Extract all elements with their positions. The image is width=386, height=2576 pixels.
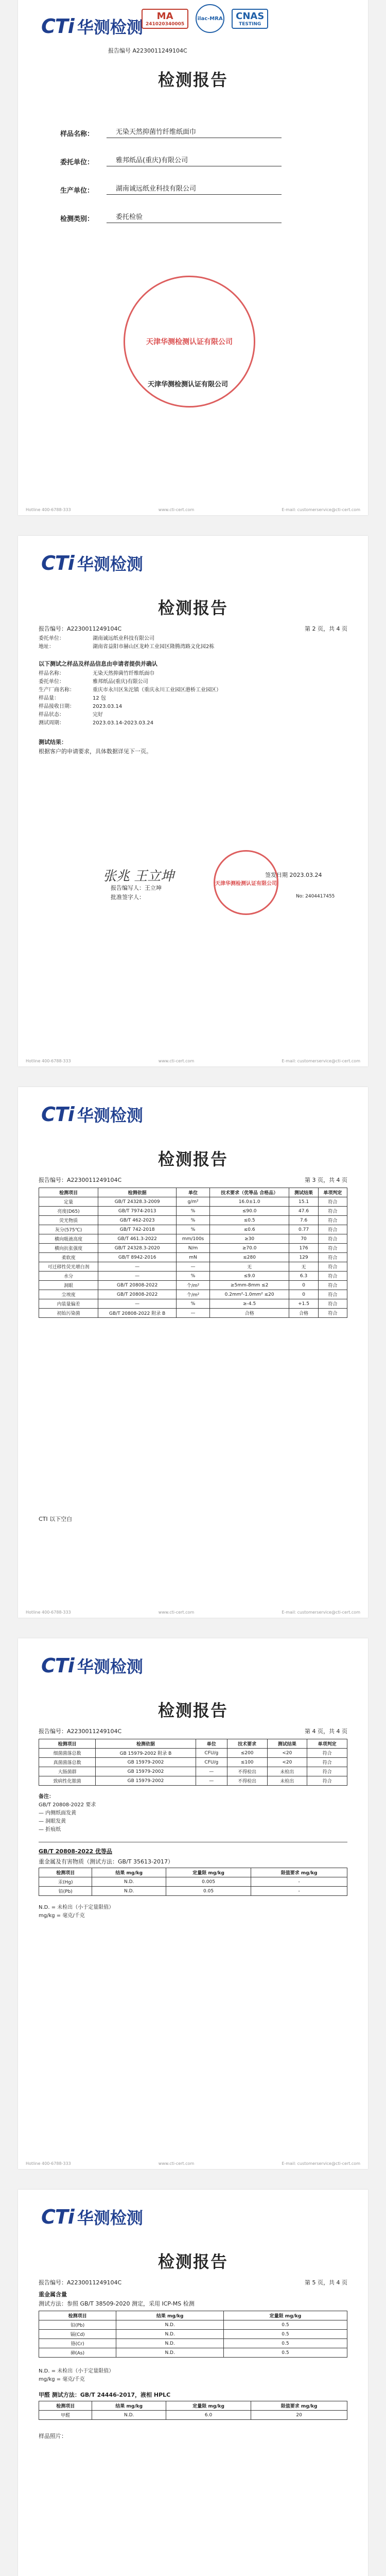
section-heading: 重金属含量 xyxy=(39,2291,67,2298)
table-cell: 符合 xyxy=(318,1244,347,1253)
table-cell: 致病性化脓菌 xyxy=(39,1776,96,1786)
table-cell: 不得检出 xyxy=(227,1767,267,1776)
table-cell: 0.5 xyxy=(223,2339,347,2348)
table-cell: 铅(Pb) xyxy=(39,1887,92,1896)
table-cell: CFU/g xyxy=(196,1749,227,1758)
photo-label: 样品照片： xyxy=(39,2433,67,2439)
table-cell: — xyxy=(177,1262,210,1272)
page-number: 第 5 页，共 4 页 xyxy=(305,2279,347,2286)
table-cell: GB/T 8942-2016 xyxy=(98,1253,177,1262)
section-heading: 以下测试之样品及样品信息由申请者提供并确认 xyxy=(39,660,157,667)
table-cell: 无 xyxy=(289,1262,318,1272)
signature: 张兆 王立坤 xyxy=(103,869,174,884)
table-cell: 70 xyxy=(289,1234,318,1244)
table-row xyxy=(39,1272,347,1281)
table-cell: ≤9.0 xyxy=(209,1272,289,1281)
table-cell: GB/T 461.3-2022 xyxy=(98,1234,177,1244)
report-title: 检测报告 xyxy=(157,1701,228,1720)
heavy-metals-table: 检测项目 结果 mg/kg 定量限 mg/kg 限值要求 mg/kg 汞(Hg) N.D. 0.005 - 铅(Pb) N.D. 0.05 - xyxy=(39,1868,347,1896)
table-cell: 符合 xyxy=(318,1207,347,1216)
table-cell: N.D. xyxy=(116,2330,224,2339)
page-number: 第 4 页，共 4 页 xyxy=(305,1728,347,1735)
table-row xyxy=(39,2411,347,2420)
table-cell: ≥30 xyxy=(209,1234,289,1244)
table-cell: 大肠菌群 xyxy=(39,1767,96,1776)
table-cell: GB/T 742-2018 xyxy=(98,1225,177,1234)
report-page-4 xyxy=(18,1638,368,2169)
table-cell: 符合 xyxy=(307,1776,347,1786)
table-cell: 定量 xyxy=(39,1197,98,1207)
table-cell: 符合 xyxy=(318,1299,347,1309)
table-cell: 合格 xyxy=(209,1309,289,1318)
table-cell: ≥5mm-8mm ≤2 xyxy=(209,1281,289,1290)
page-number: 第 2 页，共 4 页 xyxy=(305,625,347,632)
table-cell: ≤0.6 xyxy=(209,1225,289,1234)
table-cell: 水分 xyxy=(39,1272,98,1281)
table-cell: 初始污染菌 xyxy=(39,1309,98,1318)
table-cell: 砷(As) xyxy=(39,2348,116,2358)
table-cell: GB/T 20808-2022 附录 B xyxy=(98,1309,177,1318)
table-row xyxy=(39,1749,347,1758)
metal-notes: N.D. = 未检出（小于定量限值） mg/kg = 毫克/千克 xyxy=(39,2368,114,2382)
table-cell: 可迁移性荧光增白剂 xyxy=(39,1262,98,1272)
results-table: 检测项目 检测依据 单位 技术要求（优等品 合格品） 测试结果 单项判定 定量 GB/T 24328.3-2009 g/m² 16.0±1.0 15.1 符合 亮度(D65) GB/T 7974-2013 % ≤90.0 47.6 符合 荧光物质 GB/T 462-2023 % ≤0.5 7.6 符合 灰分(575℃) GB/T 742-2018 % ≤0.6 0.77 符合 横向吸液高度 GB/T 461.3-2022 mm/100s ≥30 70 符合 横向抗张强度 GB/T 24328.3-2020 N/m ≥70.0 176 符合 柔软度 GB/T 8942-2016 mN ≤280 129 符合 可迁移性荧光增白剂 — — 无 无 符合 水分 — % ≤9.0 6.3 符合 洞眼 GB/T 20808-2022 个/m² ≥5mm-8mm ≤2 0 符合 尘埃度 GB/T 20808-2022 个/m² 0.2mm²-1.0mm² ≤20 0 符合 内装量偏差 — % ≥-4.5 +1.5 符合 初始污染菌 GB/T 20808-2022 附录 B — 合格 合格 符合 xyxy=(39,1188,347,1318)
table-cell: 汞(Hg) xyxy=(39,1877,92,1887)
page-footer: Hotline 400-6788-333 www.cti-cert.com E-mail: customerservice@cti-cert.com xyxy=(26,507,360,512)
sample-name-field: 样品名称： 无染天然抑菌竹纤维纸面巾 xyxy=(60,126,282,138)
method-text: 测试方法：参照 GB/T 38509-2020 测定，采用 ICP-MS 检测 xyxy=(39,2300,195,2307)
table-cell: <20 xyxy=(267,1758,307,1767)
table-cell: 符合 xyxy=(307,1749,347,1758)
table-cell: 15.1 xyxy=(289,1197,318,1207)
table-row xyxy=(39,1290,347,1299)
cti-logo: CTi 华测检测 xyxy=(41,2206,143,2228)
table-cell: 129 xyxy=(289,1253,318,1262)
table-cell: 0.77 xyxy=(289,1225,318,1234)
table-cell: — xyxy=(196,1776,227,1786)
registration-number: No: 2404417455 xyxy=(296,894,335,899)
table-cell: % xyxy=(177,1272,210,1281)
table-cell: N.D. xyxy=(116,2320,224,2330)
table-cell: 洞眼 xyxy=(39,1281,98,1290)
table-row xyxy=(39,2339,347,2348)
table-cell: 镉(Cd) xyxy=(39,2330,116,2339)
table-cell: N.D. xyxy=(116,2339,224,2348)
table-cell: 灰分(575℃) xyxy=(39,1225,98,1234)
table-cell: 0.2mm²-1.0mm² ≤20 xyxy=(209,1290,289,1299)
table-cell: 横向吸液高度 xyxy=(39,1234,98,1244)
company-seal: 天津华测检测认证有限公司 xyxy=(124,276,255,408)
report-title: 检测报告 xyxy=(157,1149,228,1169)
cma-mark: MA 241020340005 xyxy=(142,9,188,29)
report-number: 报告编号：A2230011249104C xyxy=(39,625,122,632)
table-cell: 47.6 xyxy=(289,1207,318,1216)
table-row xyxy=(39,1309,347,1318)
table-row xyxy=(39,1758,347,1767)
sub-notes: N.D. = 未检出（小于定量限值） mg/kg = 毫克/千克 xyxy=(39,1905,114,1919)
table-row xyxy=(39,1262,347,1272)
table-row xyxy=(39,1244,347,1253)
table-cell: N.D. xyxy=(92,1887,166,1896)
table-cell: — xyxy=(98,1299,177,1309)
table-cell: 个/m² xyxy=(177,1281,210,1290)
remarks: 备注： GB/T 20808-2022 要求 — 内侧纸面发黄 — 洞眼发黄 — 折痕纸 xyxy=(39,1794,96,1833)
checker-label: 批准签字人： xyxy=(111,894,145,901)
table-cell: 横向抗张强度 xyxy=(39,1244,98,1253)
table-row xyxy=(39,1281,347,1290)
table-cell: 0.05 xyxy=(166,1887,251,1896)
table-cell: GB/T 24328.3-2009 xyxy=(98,1197,177,1207)
table-cell: 细菌菌落总数 xyxy=(39,1749,96,1758)
table-cell: 符合 xyxy=(307,1767,347,1776)
table-cell: 亮度(D65) xyxy=(39,1207,98,1216)
table-cell: +1.5 xyxy=(289,1299,318,1309)
table-row xyxy=(39,2320,347,2330)
report-number: 报告编号：A2230011249104C xyxy=(39,2279,122,2286)
table-cell: GB/T 24328.3-2020 xyxy=(98,1244,177,1253)
table-cell: GB/T 7974-2013 xyxy=(98,1207,177,1216)
table-row xyxy=(39,1207,347,1216)
table-cell: 符合 xyxy=(318,1309,347,1318)
table-cell: 个/m² xyxy=(177,1290,210,1299)
table-cell: — xyxy=(98,1262,177,1272)
table-cell: 真菌菌落总数 xyxy=(39,1758,96,1767)
table-cell: 7.6 xyxy=(289,1216,318,1225)
table-cell: 符合 xyxy=(318,1197,347,1207)
table-cell: g/m² xyxy=(177,1197,210,1207)
table-row xyxy=(39,1299,347,1309)
table-row xyxy=(39,2348,347,2358)
table-cell: 符合 xyxy=(318,1225,347,1234)
table-cell: 符合 xyxy=(318,1216,347,1225)
table-cell: 内装量偏差 xyxy=(39,1299,98,1309)
client-info: 委托单位： 湖南诚远纸业科技有限公司 地址： 湖南省益阳市赫山区龙岭工业园区隆腾湾路文化园2栋 xyxy=(39,636,215,650)
table-row xyxy=(39,1197,347,1207)
cti-logo: CTi 华测检测 xyxy=(41,552,143,574)
table-cell: 柔软度 xyxy=(39,1253,98,1262)
table-cell: 20 xyxy=(251,2411,347,2420)
table-cell: ≤100 xyxy=(227,1758,267,1767)
table-end-note: CTI 以下空白 xyxy=(39,1516,73,1522)
table-cell: GB 15979-2002 xyxy=(96,1776,196,1786)
page-footer: Hotline 400-6788-333 www.cti-cert.com E-mail: customerservice@cti-cert.com xyxy=(26,2161,360,2166)
table-cell: % xyxy=(177,1299,210,1309)
ilac-mark: ilac-MRA xyxy=(196,4,224,33)
table-row xyxy=(39,1234,347,1244)
table-cell: 未检出 xyxy=(267,1776,307,1786)
issue-date-label: 签发日期 2023.03.24 xyxy=(265,872,322,878)
table-cell: mN xyxy=(177,1253,210,1262)
report-title: 检测报告 xyxy=(157,70,228,90)
table-cell: 16.0±1.0 xyxy=(209,1197,289,1207)
table-cell: 符合 xyxy=(318,1281,347,1290)
table-row xyxy=(39,2330,347,2339)
table-cell: 0 xyxy=(289,1290,318,1299)
table-cell: — xyxy=(177,1309,210,1318)
table-cell: 符合 xyxy=(318,1272,347,1281)
table-cell: 0 xyxy=(289,1281,318,1290)
table-cell: ≥70.0 xyxy=(209,1244,289,1253)
table-cell: 0.5 xyxy=(223,2320,347,2330)
cnas-mark: CNAS TESTING xyxy=(232,9,268,29)
signer-label: 报告编写人：王立坤 xyxy=(111,885,162,891)
section-heading: GB/T 20808-2022 优等品 xyxy=(39,1848,113,1855)
page-number: 第 3 页，共 4 页 xyxy=(305,1177,347,1183)
table-cell: N.D. xyxy=(92,1877,166,1887)
sub-table-title: 重金属及有害物质（测试方法：GB/T 35613-2017） xyxy=(39,1858,173,1865)
table-cell: 6.3 xyxy=(289,1272,318,1281)
table-cell: N.D. xyxy=(116,2348,224,2358)
table-row xyxy=(39,1877,347,1887)
table-cell: GB/T 462-2023 xyxy=(98,1216,177,1225)
table-cell: ≥-4.5 xyxy=(209,1299,289,1309)
table-row xyxy=(39,1216,347,1225)
table-cell: 符合 xyxy=(318,1253,347,1262)
report-title: 检测报告 xyxy=(157,2252,228,2272)
table-cell: GB/T 20808-2022 xyxy=(98,1281,177,1290)
table-cell: 荧光物质 xyxy=(39,1216,98,1225)
table-cell: % xyxy=(177,1207,210,1216)
table-cell: 无 xyxy=(209,1262,289,1272)
table-cell: 未检出 xyxy=(267,1767,307,1776)
table-cell: ≤200 xyxy=(227,1749,267,1758)
table-cell: % xyxy=(177,1216,210,1225)
table-cell: - xyxy=(251,1877,347,1887)
table-row xyxy=(39,1887,347,1896)
report-page-5 xyxy=(18,2190,368,2576)
table-cell: GB 15979-2002 附录 B xyxy=(96,1749,196,1758)
manufacturer-field: 生产单位： 湖南诚远纸业科技有限公司 xyxy=(60,183,282,195)
table-cell: 符合 xyxy=(318,1262,347,1272)
table-cell: GB 15979-2002 xyxy=(96,1758,196,1767)
cti-logo xyxy=(41,14,143,38)
cti-logo: CTi 华测检测 xyxy=(41,1654,143,1677)
report-title: 检测报告 xyxy=(157,598,228,618)
table-cell: mm/100s xyxy=(177,1234,210,1244)
certification-marks xyxy=(142,4,268,33)
result-title: 测试结果： xyxy=(39,739,67,745)
metals-table: 检测项目 结果 mg/kg 定量限 mg/kg 铅(Pb) N.D. 0.5 镉(Cd) N.D. 0.5 铬(Cr) N.D. 0.5 砷(As) N.D. 0.5 xyxy=(39,2311,347,2358)
sample-info: 样品名称： 无染天然抑菌竹纤维纸面巾 委托单位： 雅邦纸品(重庆)有限公司 生产厂商名称： 重庆市永川区朱沱镇（重庆永川工业园区港桥工业园区） 样品量： 12 包 样品接收日期： 2023.03.14 样品状态： 完好 测试周期： 2023.03.14-2023.03.24 xyxy=(39,671,221,726)
page-footer: Hotline 400-6788-333 www.cti-cert.com E-mail: customerservice@cti-cert.com xyxy=(26,1610,360,1615)
report-number: 报告编号 A2230011249104C xyxy=(108,47,187,54)
table-cell: 176 xyxy=(289,1244,318,1253)
table-cell: 0.5 xyxy=(223,2348,347,2358)
report-number: 报告编号：A2230011249104C xyxy=(39,1728,122,1735)
table-cell: N/m xyxy=(177,1244,210,1253)
table-cell: 尘埃度 xyxy=(39,1290,98,1299)
table-cell: 0.5 xyxy=(223,2330,347,2339)
report-page-2 xyxy=(18,536,368,1066)
table-row xyxy=(39,1253,347,1262)
table-cell: ≤280 xyxy=(209,1253,289,1262)
table-cell: 符合 xyxy=(318,1290,347,1299)
table-cell: N.D. xyxy=(92,2411,166,2420)
table-row xyxy=(39,1776,347,1786)
table-cell: 合格 xyxy=(289,1309,318,1318)
table-row xyxy=(39,1225,347,1234)
table-cell: — xyxy=(98,1272,177,1281)
page-footer: Hotline 400-6788-333 www.cti-cert.com E-mail: customerservice@cti-cert.com xyxy=(26,1059,360,1063)
table-cell: ≤0.5 xyxy=(209,1216,289,1225)
formaldehyde-table: 检测项目 结果 mg/kg 定量限 mg/kg 限值要求 mg/kg 甲醛 N.D. 6.0 20 xyxy=(39,2401,347,2420)
table-cell: CFU/g xyxy=(196,1758,227,1767)
table-cell: 铅(Pb) xyxy=(39,2320,116,2330)
table-cell: GB/T 20808-2022 xyxy=(98,1290,177,1299)
logo-chinese: 华测检测 xyxy=(77,18,143,37)
table-cell: 符合 xyxy=(307,1758,347,1767)
client-field: 委托单位： 雅邦纸品(重庆)有限公司 xyxy=(60,155,282,166)
table-cell: - xyxy=(251,1887,347,1896)
issuing-company: 天津华测检测认证有限公司 xyxy=(147,381,228,388)
table-cell: 不得检出 xyxy=(227,1776,267,1786)
cti-logo: CTi 华测检测 xyxy=(41,1103,143,1126)
logo-latin: CTi xyxy=(41,15,74,38)
table-row xyxy=(39,1767,347,1776)
microbial-table: 检测项目 检测依据 单位 技术要求 测试结果 单项判定 细菌菌落总数 GB 15979-2002 附录 B CFU/g ≤200 <20 符合 真菌菌落总数 GB 15979-2002 CFU/g ≤100 <20 符合 大肠菌群 GB 15979-2002 — 不得检出 未检出 符合 致病性化脓菌 GB 15979-2002 — 不得检出 未检出 符合 xyxy=(39,1739,347,1786)
table-cell: <20 xyxy=(267,1749,307,1758)
table-cell: 符合 xyxy=(318,1234,347,1244)
table-cell: 铬(Cr) xyxy=(39,2339,116,2348)
table-cell: 6.0 xyxy=(166,2411,251,2420)
report-number: 报告编号：A2230011249104C xyxy=(39,1177,122,1183)
table-cell: ≤90.0 xyxy=(209,1207,289,1216)
company-seal: 天津华测检测认证有限公司 xyxy=(214,850,278,915)
table-cell: — xyxy=(196,1767,227,1776)
result-text: 根据客户的申请要求，具体数据详见下一页。 xyxy=(39,748,152,755)
formaldehyde-heading: 甲醛 测试方法：GB/T 24446-2017，液相 HPLC xyxy=(39,2392,171,2398)
report-page-cover xyxy=(18,0,368,515)
table-cell: 甲醛 xyxy=(39,2411,92,2420)
table-cell: 0.005 xyxy=(166,1877,251,1887)
table-cell: GB 15979-2002 xyxy=(96,1767,196,1776)
test-type-field: 检测类别： 委托检验 xyxy=(60,211,282,223)
report-page-3 xyxy=(18,1087,368,1618)
table-cell: % xyxy=(177,1225,210,1234)
